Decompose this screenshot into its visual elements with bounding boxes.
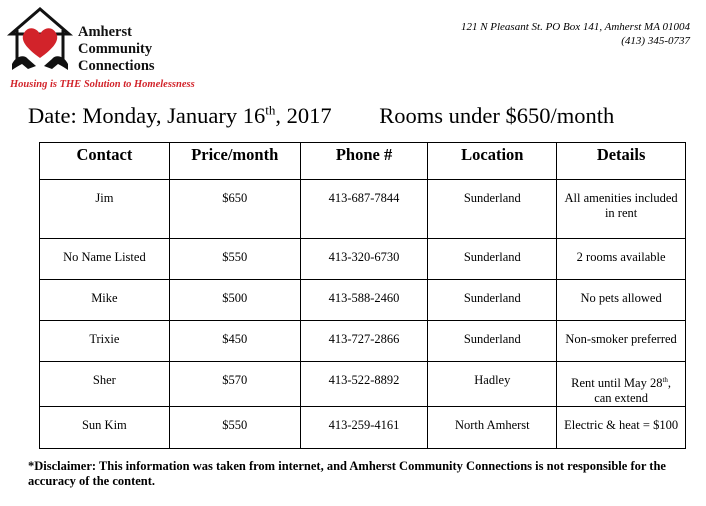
cell-price: $500: [169, 280, 300, 321]
cell-location: Sunderland: [428, 280, 557, 321]
column-header-contact: Contact: [40, 143, 170, 180]
cell-price: $650: [169, 180, 300, 239]
cell-details: No pets allowed: [557, 280, 686, 321]
cell-phone: 413-522-8892: [300, 362, 428, 407]
org-name-line: Community: [78, 41, 153, 57]
cell-contact: Sher: [40, 362, 170, 407]
cell-location: Sunderland: [428, 239, 557, 280]
cell-phone: 413-588-2460: [300, 280, 428, 321]
cell-details: All amenities included in rent: [557, 180, 686, 239]
cell-contact: No Name Listed: [40, 239, 170, 280]
details-text: , can extend: [594, 376, 672, 406]
table-row: [40, 280, 686, 321]
table-row: [40, 180, 686, 239]
date-ordinal: th: [265, 102, 276, 117]
cell-details: Electric & heat = $100: [557, 407, 686, 449]
date-year: , 2017: [275, 102, 332, 128]
cell-phone: 413-320-6730: [300, 239, 428, 280]
org-name: [78, 24, 155, 75]
page-subtitle: Rooms under $650/month: [379, 102, 615, 128]
cell-phone: 413-259-4161: [300, 407, 428, 449]
cell-details: Non-smoker preferred: [557, 321, 686, 362]
org-name-line: Amherst: [78, 24, 132, 40]
details-text: Rent until May 28: [571, 376, 663, 391]
cell-details: [557, 362, 686, 407]
cell-price: $570: [169, 362, 300, 407]
cell-location: Sunderland: [428, 321, 557, 362]
cell-contact: Jim: [40, 180, 170, 239]
date-text: Date: Monday, January 16: [28, 102, 266, 128]
table-row: [40, 321, 686, 362]
listings-table: [39, 142, 686, 449]
org-tagline: Housing is THE Solution to Homelessness: [10, 79, 195, 90]
disclaimer: *Disclaimer: This information was taken from internet, and Amherst Community Connections is not responsible for the accuracy of the content.: [28, 459, 666, 488]
cell-details: 2 rooms available: [557, 239, 686, 280]
house-heart-hands-icon: [6, 6, 78, 76]
org-phone: (413) 345-0737: [621, 35, 690, 47]
org-address: 121 N Pleasant St. PO Box 141, Amherst MA 01004: [460, 21, 690, 33]
cell-price: $450: [169, 321, 300, 362]
table-row: [40, 239, 686, 280]
column-header-details: Details: [557, 143, 686, 180]
cell-location: Sunderland: [428, 180, 557, 239]
cell-price: $550: [169, 407, 300, 449]
table-row: [40, 407, 686, 449]
date-label: [28, 103, 332, 128]
cell-location: North Amherst: [428, 407, 557, 449]
cell-contact: Mike: [40, 280, 170, 321]
column-header-location: Location: [428, 143, 557, 180]
details-ordinal: th: [662, 376, 668, 384]
cell-contact: Sun Kim: [40, 407, 170, 449]
cell-phone: 413-727-2866: [300, 321, 428, 362]
org-name-line: Connections: [78, 58, 155, 74]
table-row: [40, 362, 686, 407]
column-header-phone: Phone #: [300, 143, 428, 180]
org-logo: [6, 6, 196, 94]
table-header-row: [40, 143, 686, 180]
org-contact-info: [461, 20, 690, 48]
cell-price: $550: [169, 239, 300, 280]
cell-phone: 413-687-7844: [300, 180, 428, 239]
cell-contact: Trixie: [40, 321, 170, 362]
page-heading: [28, 102, 614, 129]
cell-location: Hadley: [428, 362, 557, 407]
column-header-price: Price/month: [169, 143, 300, 180]
